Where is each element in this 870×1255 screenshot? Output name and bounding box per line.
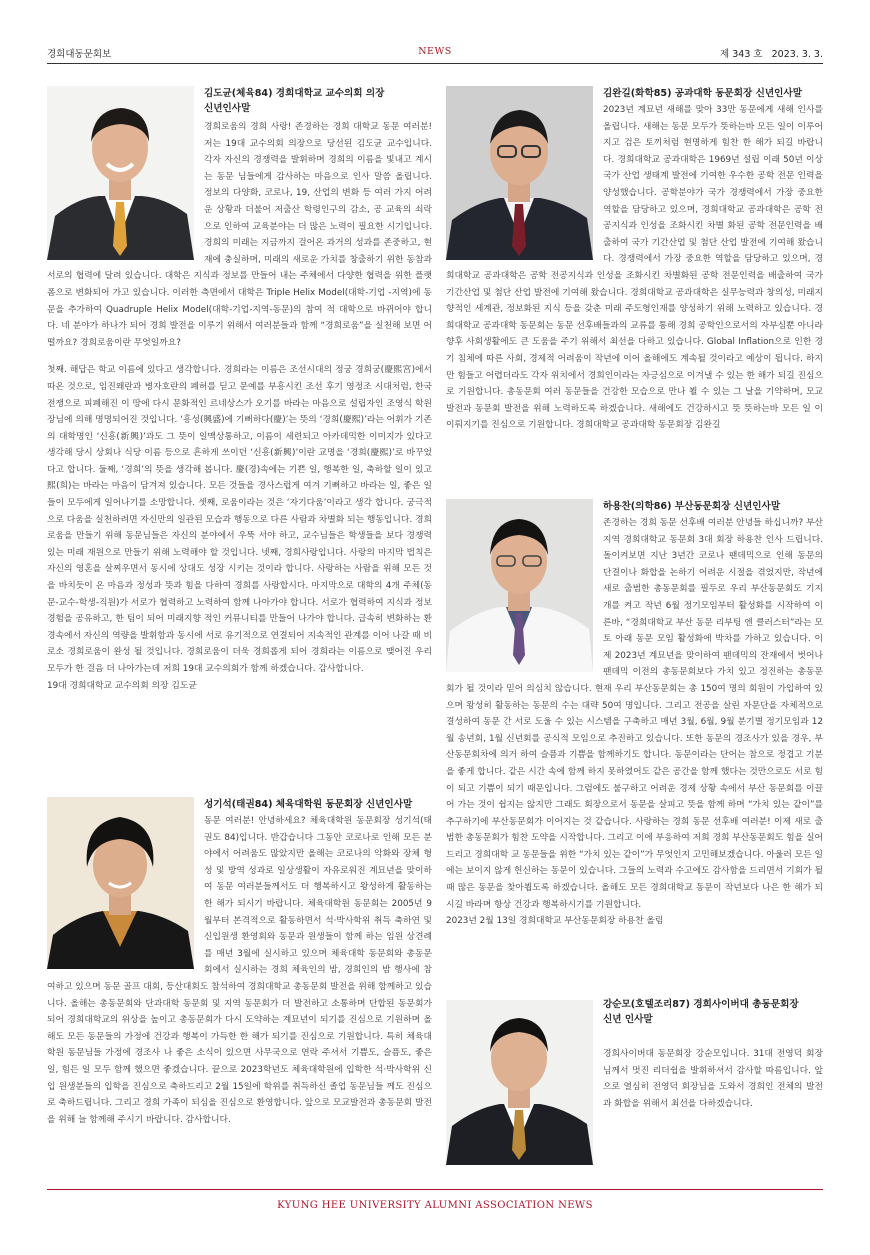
footer-text: KYUNG HEE UNIVERSITY ALUMNI ASSOCIATION NEWS	[277, 1200, 593, 1211]
section-label: NEWS	[418, 46, 452, 57]
article-body-ha-yongchan	[446, 515, 823, 977]
article-title-kang-soonmo	[603, 997, 833, 1027]
body-paragraph: 존경하는 경희 동문 선후배 여러분 안녕들 하십니까? 부산지역 경희대학교 동문회 3대 회장 하용찬 인사 드립니다. 돌이켜보면 지난 3년간 코로나 팬데믹으로 인해 동문의 단결이나 화합을 논하기 어려운 시절을 겪었지만, 작년에 새로 출범한 총동문회를 필두로 우리 부산동문회도 기지개를 켜고 작년 6월 정기모임부터 활성화를 시작하여 이른바, “경희대학교 부산 동문 리부팅 엔 클러스터”라는 모토 아래 동문 모임 활성화에 박차를 가하고 있습니다. 이제 2023년 계묘년을 맞이하여 팬데믹의 잔재에서 벗어나 팬데믹 이전의 총동문회보다 가치 있고 정진하는 총동문회가 될 것이라 믿어 의심치 않습니다. 현재 우리 부산동문회는 총 150여 명의 회원이 가입하여 있으며 왕성히 활동하는 동문의 수는 대략 50여 명입니다. 그리고 전공을 살린 자문단을 자체적으로 결성하여 동문 간 서로 도울 수 있는 시스템을 구축하고 매년 3월, 6월, 9월 분기별 정기모임과 12월 송년회, 1월 신년회를 공식적 모임으로 추진하고 있습니다. 또한 동문의 경조사가 있을 경우, 부산동문회차에 의거 하여 슬픔과 기쁨을 함께하기도 합니다. 동문이라는 단어는 참으로 정겹고 기분을 좋게 합니다. 같은 시간 속에 함께 하지 못하였어도 같은 공간을 함께 했다는 것만으로도 서로 힘이 되고 기쁨이 되기 때문입니다. 그럼에도 불구하고 어려운 경제 상황 속에서 부산 동문회를 이끌어 가는 것이 쉽지는 않지만 그래도 회장으로서 동문을 살피고 뜻을 함께 하며 “가치 있는 같이”를 추구하기에 부산동문회가 이어지는 것 같습니다. 사랑하는 경희 동문 선후배 여러분! 이제 새로 출범한 총동문회가 힘찬 도약을 시작합니다. 그리고 이에 부응하여 저희 경희 부산동문회도 힘을 실어드리고 경희대학 교 동문들을 위한 “가치 있는 같이”가 무엇인지 고민해보겠습니다. 아울러 모든 일에는 보이지 않게 헌신하는 동문이 있습니다. 그들의 노력과 수고에도 감사함을 드리면서 기회가 될 때 많은 동문을 찾아뵙도록 하겠습니다. 올해도 모든 경희대학교 동문이 작년보다 나은 한 해가 되시길 바라며 항상 건강과 행복하시기를 기원합니다.	[446, 518, 823, 910]
float-spacer	[446, 515, 603, 673]
footer-rule	[47, 1189, 823, 1190]
title-line: 김완길(화학85) 공과대학 동문회장 신년인사말	[603, 88, 802, 99]
body-paragraph: 동문 여러분! 안녕하세요? 체육대학원 동문회장 성기석(태권도 84)입니다. 반갑습니다 그동안 코로나로 인해 모든 분야에서 어려움도 많았지만 올해는 코로나의 악화와 장체 형성 및 방역 성과로 일상생활이 자유로워진 계묘년을 맞이하여 동문 여러분들께서도 더 행복하시고 왕성하게 활동하는 한 해가 되시기 바랍니다. 체육대학원 동문회는 2005년 9월부터 본격적으로 활동하면서 석·박사학위 취득 축하연 및 신입원생 환영회와 동문과 원생들이 함께 하는 임원 상견례를 매년 3월에 실시하고 있으며 체육대학 동문회와 총동문회에서 실시하는 경희 체육인의 밤, 경희인의 밤 행사에 참여하고 있으며 동문 골프 대회, 등산대회도 참석하여 경희대학교 총동문회 발전을 위해 함께하고 있습니다. 올해는 총동문회와 단과대학 동문회 및 지역 동문회가 더 발전하고 소통하며 단합된 동문회가 되어 경희대학교의 위상을 높이고 총동문회가 다시 도약하는 계묘년이 되기를 진심으로 기원하며 올해도 모든 동문들의 가정에 건강과 행복이 가득한 한 해가 되기를 진심으로 기원합니다. 특히 체육대학원 동문님들 가정에 경조사 나 좋은 소식이 있으면 사무국으로 연락 주셔서 기쁨도, 슬픔도, 좋은 일, 힘든 일 모두 함께 했으면 좋겠습니다. 끝으로 2023학년도 체육대학원에 입학한 석·박사학위 신입 원생분들의 입학을 진심으로 축하드리고 2월 15일에 학위를 취득하신 졸업 동문님들 께도 진심으로 축하드립니다. 그리고 경희 가족이 되심을 진심으로 환영합니다. 앞으로 모교발전과 총동문회 발전을 위해 늘 함께해 주시기 바랍니다. 감사합니다.	[47, 816, 432, 1125]
title-line: 하용찬(의학86) 부산동문회장 신년인사말	[603, 501, 781, 512]
body-paragraph: 경희로움의 경희 사랑! 존경하는 경희 대학교 동문 여러분! 저는 19대 교수의회 의장으로 당선된 김도균 교수입니다. 각자 자신의 경쟁력을 발휘하며 경희의 이름을 빛내고 계시는 동문 님들에게 감사하는 마음으로 인사 말씀 올립니다. 정보의 다양화, 코로나, 19, 산업의 변화 등 여러 가지 어려운 상황과 더불어 저출산 학령인구의 감소, 공 교육의 쇠락으로 인하여 교육분야는 더 많은 노력이 필요한 시기입니다. 경희의 미래는 지금까지 걸어온 과거의 성과를 존중하고, 현재에 충실하며, 미래의 새로운 가치를 창출하기 위한 동참과 서로의 협력에 달려 있습니다. 대학은 지식과 정보를 만들어 내는 주체에서 다양한 협력을 위한 플랫 폼으로 변화되어 가고 있습니다. 이러한 측면에서 대학은 Triple Helix Model(대학-기업 -지역)에 동문을 추가하여 Quadruple Helix Model(대학-기업-지역-동문)의 참여 적 대학으로 바뀌어야 합니다. 네 분야가 하나가 되어 경희 발전을 이루기 위해서 여러분들과 함께 “경희로움”을 실천해 보면 어떨까요? 경희로움이란 무엇일까요?	[47, 122, 432, 348]
article-body-sung-kiseok	[47, 813, 432, 1173]
title-line: 강순모(호텔조리87) 경희사이버대 총동문회장	[603, 999, 799, 1010]
publication-name: 경희대동문회보	[47, 49, 112, 60]
float-spacer	[446, 102, 603, 260]
page-header	[47, 46, 823, 60]
header-rule	[47, 63, 823, 64]
article-title-sung-kiseok	[204, 797, 434, 812]
float-spacer	[47, 813, 204, 971]
title-line: 신년 인사말	[603, 1014, 653, 1025]
body-paragraph: 경희사이버대 동문회장 강순모입니다. 31대 전영덕 회장님께서 멋진 리더쉽을 발휘하셔서 감사할 따름입니다. 앞으로 열심히 전영덕 회장님을 도와서 경희인 전체의 발전과 화합을 위해서 최선을 다하겠습니다.	[603, 1049, 823, 1109]
portrait-kang-soonmo	[446, 1000, 593, 1165]
title-line: 신년인사말	[204, 103, 251, 114]
body-signature: 2023년 2월 13일 경희대학교 부산동문회장 하용찬 올림	[446, 916, 664, 927]
title-line: 성기석(태권84) 체육대학원 동문회장 신년인사말	[204, 799, 413, 810]
title-line: 김도균(체육84) 경희대학교 교수의회 의장	[204, 88, 385, 99]
article-title-kim-dokyun	[204, 86, 429, 116]
issue-date	[720, 46, 823, 60]
body-signature: 19대 경희대학교 교수의회 의장 김도균	[47, 680, 197, 691]
float-spacer	[47, 119, 204, 260]
article-body-kim-wangil	[446, 102, 823, 477]
article-body-kang-soonmo	[603, 1046, 823, 1112]
article-body-kim-dokyun	[47, 119, 432, 779]
article-title-kim-wangil	[603, 86, 833, 101]
issue-number: 제 343 호	[720, 49, 763, 60]
publish-date: 2023. 3. 3.	[771, 49, 823, 60]
body-paragraph: 2023년 계묘년 새해를 맞아 33만 동문에게 새해 인사를 올립니다. 새해는 동문 모두가 뜻하는바 모든 일이 이루어지고 검은 토끼처럼 현명하게 힘찬 한 해가 되길 바랍니다. 경희대학교 공과대학은 1969년 설립 이래 50년 이상 국가 산업 생태계 발전에 기여한 우수한 공학 전문 인력을 양성했습니다. 공학분야가 국가 경쟁력에서 가장 중요한 역할을 담당하고 있으며, 경희대학교 공과대학은 공학 전공지식과 인성을 조화시킨 차별 화된 공학 전문인력을 배출하여 국가 기간산업 및 첨단 산업 발전에 기여해 왔습니다. 경쟁력에서 가장 중요한 역할을 담당하고 있으며, 경희대학교 공과대학은 공학 전공지식과 인성을 조화시킨 차별화된 공학 전문인력을 배출하여 국가 기간산업 및 첨단 산업 발전에 기여해 왔습니다. 경희대학교 공과대학은 실무능력과 창의성, 미래지향적인 세계관, 정보화된 지식 등을 갖춘 미래 주도형인재를 양성하기 위해 노력하고 있습니다. 경희대학교 공과대학 동문회는 동문 선후배들과의 교류를 통해 경희 공학인으로서의 자부심뿐 아니라 향후 사회생활에도 큰 도움을 주기 위해서 최선을 다하고 있습니다. Global Inflation으로 인한 경기 침체에 따른 사회, 경제적 어려움이 작년에 이어 올해에도 계속될 것이라고 예상이 됩니다. 하지만 힘들고 어렵더라도 각자 위치에서 경희인이라는 자긍심으로 이겨낼 수 있는 한 해가 되길 진심으로 기원합니다. 총동문회 여러 동문들을 건강한 모습으로 만나 뵐 수 있는 그 날을 기약하며, 모교 발전과 동문회 발전을 위해 노력하도록 하겠습니다. 새해에도 건강하시고 뜻 뜻하는바 모든 일 이 이뤄지기를 진심으로 기원합니다. 경희대학교 공과대학 동문회장 김완길	[446, 105, 823, 431]
body-paragraph: 첫째. 해답은 학교 이름에 있다고 생각합니다. 경희라는 이름은 조선시대의 정궁 경희궁(慶熙宮)에서 따온 것으로, 임진왜란과 병자호란의 폐허를 딛고 문예를 부흥시킨 조선 후기 영정조 시대처럼, 한국 전쟁으로 피폐해진 이 땅에 다시 문화적인 르네상스가 오기를 바라는 마음으로 설립자인 조영식 학원장님에 의해 명명되어진 것입니다. ‘흥성(興盛)에 기뻐하다(慶)’는 뜻의 ‘경희(慶熙)’라는 어휘가 기존의 대학명인 ‘신흥(新興)’과도 그 뜻이 일맥상통하고, 이름이 세련되고 아카데믹한 이미지가 있다고 생각해 당시 상회나 식당 이름 등으로 흔하게 쓰이던 ‘신흥(新興)’이란 교명을 ‘경희(慶熙)’로 바꾸었다고 합니다. 둘째, ‘경희’의 뜻을 생각해 봅니다. 慶(경)속에는 기쁜 일, 행복한 일, 축하할 일이 있고 熙(희)는 바라는 마음이 담겨져 있습니다. 모든 것들을 경사스럽게 여겨 기뻐하고 바라는 일, 좋은 일들이 모두에게 일어나기를 소망합니다. 셋째, 로움이라는 것은 ‘자기다움’이라고 생각 합니다. 궁극적으로 다움을 실천하려면 자신만의 일관된 모습과 행동으로 다른 사람과 차별화 되는 행동입니다. 경희로움을 만들기 위해 동문님들은 자신의 분야에서 우뚝 서야 하고, 교수님들은 학생들을 보다 경쟁력 있는 미래 재원으로 만들기 위해 노력해야 할 것입니다. 넷째, 경희사랑입니다. 사랑의 마지막 법칙은 자신의 영혼을 살찌우면서 동시에 상대도 성장 시키는 것이라 합니다. 사랑하는 사람을 위해 모든 것을 바치듯이 온 마음과 정성과 뜻과 힘을 다하여 경희를 사랑합시다. 마지막으로 대학의 4개 주체(동문-교수-학생-직원)가 서로가 협력하고 노력하여 함께 나아가야 합니다. 서로가 협력하여 지식과 정보 경험을 공유하고, 한 팀이 되어 미래지향 적인 커뮤니티를 만들어 나가야 합니다. 급속히 변화하는 환 경속에서 자신의 역량을 발휘함과 동시에 서로 유기적으로 연결되어 지속적인 관계를 이어 나갈 때 비로소 경희로움이 완성 될 것입니다. 경희로움이 더욱 경희롭게 되어 경희라는 이름으로 맺어진 우리 모두가 한 걸음 더 나아가는데 저희 19대 교수의회가 함께 하겠습니다. 감사합니다.	[47, 365, 432, 674]
article-title-ha-yongchan	[603, 499, 833, 514]
